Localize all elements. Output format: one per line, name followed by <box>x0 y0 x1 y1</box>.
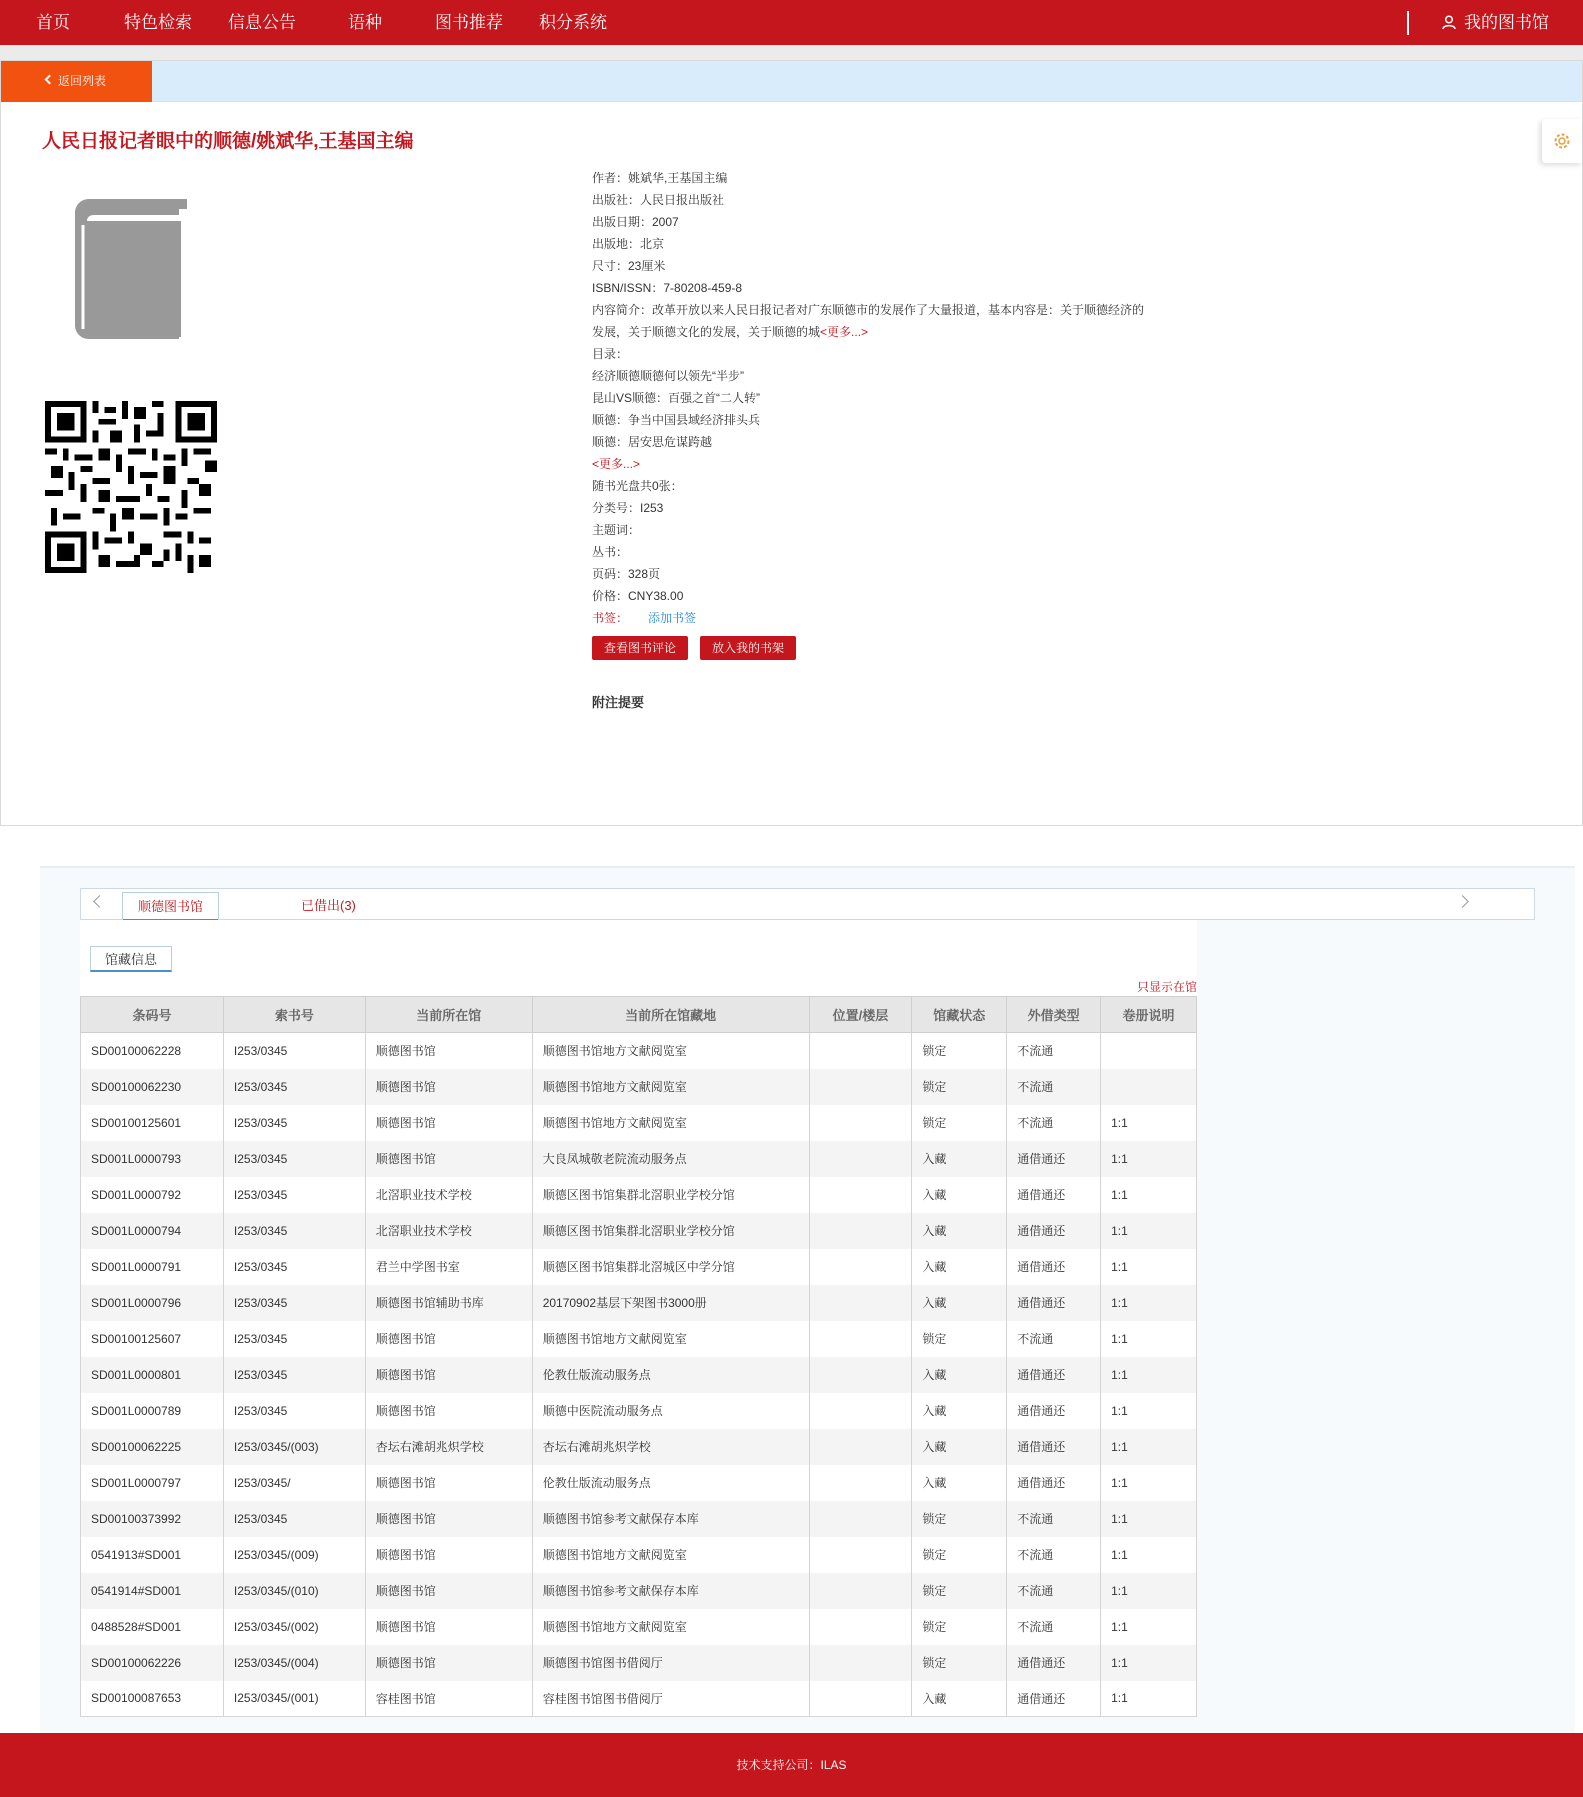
status-cell: 入藏 <box>912 1465 1007 1501</box>
floor-cell <box>809 1213 912 1249</box>
my-library-label: 我的图书馆 <box>1464 13 1549 32</box>
library-cell: 容桂图书馆 <box>365 1681 532 1717</box>
status-cell: 入藏 <box>912 1249 1007 1285</box>
meta-bookmark <box>592 607 1152 629</box>
floor-cell <box>809 1285 912 1321</box>
meta-price: 价格：CNY38.00 <box>592 589 684 603</box>
floor-cell <box>809 1033 912 1069</box>
column-header: 馆藏状态 <box>912 997 1007 1033</box>
location-cell: 顺德区图书馆集群北滘职业学校分馆 <box>532 1177 809 1213</box>
table-row <box>81 1609 1197 1645</box>
nav-item-recommendations[interactable]: 图书推荐 <box>435 13 503 32</box>
status-cell: 入藏 <box>912 1393 1007 1429</box>
status-cell: 入藏 <box>912 1681 1007 1717</box>
library-cell: 顺德图书馆 <box>365 1393 532 1429</box>
library-cell: 顺德图书馆 <box>365 1573 532 1609</box>
call-number-cell: I253/0345 <box>223 1105 365 1141</box>
meta-pages: 页码：328页 <box>592 567 661 581</box>
status-cell: 入藏 <box>912 1429 1007 1465</box>
status-cell: 锁定 <box>912 1537 1007 1573</box>
toc-item: 顺德：居安思危谋跨越 <box>592 435 713 449</box>
tab-holdings-info[interactable]: 馆藏信息 <box>90 946 172 972</box>
meta-series: 丛书： <box>592 545 629 559</box>
loan-type-cell: 不流通 <box>1007 1069 1101 1105</box>
meta-publisher: 出版社：人民日报出版社 <box>592 193 725 207</box>
table-row <box>81 1213 1197 1249</box>
barcode-cell: SD00100062228 <box>81 1033 224 1069</box>
library-cell: 顺德图书馆 <box>365 1105 532 1141</box>
add-bookmark-link[interactable]: 添加书签 <box>648 611 697 625</box>
only-in-library-filter[interactable]: 只显示在馆 <box>1136 980 1197 994</box>
loan-type-cell: 通借通还 <box>1007 1465 1101 1501</box>
table-row <box>81 1501 1197 1537</box>
call-number-cell: I253/0345/(003) <box>223 1429 365 1465</box>
column-header: 位置/楼层 <box>809 997 912 1033</box>
barcode-cell: 0541914#SD001 <box>81 1573 224 1609</box>
barcode-cell: SD001L0000794 <box>81 1213 224 1249</box>
barcode-cell: SD00100062230 <box>81 1069 224 1105</box>
nav-divider <box>1407 11 1409 35</box>
call-number-cell: I253/0345 <box>223 1357 365 1393</box>
location-cell: 顺德图书馆地方文献阅览室 <box>532 1069 809 1105</box>
library-cell: 君兰中学图书室 <box>365 1249 532 1285</box>
barcode-cell: 0488528#SD001 <box>81 1609 224 1645</box>
loan-type-cell: 不流通 <box>1007 1537 1101 1573</box>
floor-cell <box>809 1501 912 1537</box>
call-number-cell: I253/0345/(009) <box>223 1537 365 1573</box>
call-number-cell: I253/0345 <box>223 1033 365 1069</box>
floor-cell <box>809 1429 912 1465</box>
location-cell: 顺德中医院流动服务点 <box>532 1393 809 1429</box>
book-title: 人民日报记者眼中的顺德/姚斌华,王基国主编 <box>42 131 414 152</box>
floor-cell <box>809 1357 912 1393</box>
loan-type-cell: 通借通还 <box>1007 1357 1101 1393</box>
status-cell: 锁定 <box>912 1609 1007 1645</box>
call-number-cell: I253/0345 <box>223 1393 365 1429</box>
library-cell: 杏坛右滩胡兆炽学校 <box>365 1429 532 1465</box>
library-tab-strip <box>80 888 1535 920</box>
volume-cell: 1:1 <box>1101 1393 1197 1429</box>
floor-cell <box>809 1249 912 1285</box>
nav-item-home[interactable]: 首页 <box>36 13 70 32</box>
barcode-cell: SD001L0000793 <box>81 1141 224 1177</box>
location-cell: 伦教仕版流动服务点 <box>532 1357 809 1393</box>
volume-cell: 1:1 <box>1101 1681 1197 1717</box>
top-nav <box>0 0 1583 45</box>
loan-type-cell: 不流通 <box>1007 1501 1101 1537</box>
floor-cell <box>809 1681 912 1717</box>
volume-cell: 1:1 <box>1101 1249 1197 1285</box>
meta-summary <box>592 299 1152 343</box>
location-cell: 20170902基层下架图书3000册 <box>532 1285 809 1321</box>
floor-cell <box>809 1321 912 1357</box>
floor-cell <box>809 1573 912 1609</box>
chevron-left-icon <box>45 75 55 85</box>
table-row <box>81 1681 1197 1717</box>
call-number-cell: I253/0345/(010) <box>223 1573 365 1609</box>
library-cell: 顺德图书馆 <box>365 1609 532 1645</box>
floor-cell <box>809 1645 912 1681</box>
gear-icon <box>1552 131 1572 151</box>
call-number-cell: I253/0345/(001) <box>223 1681 365 1717</box>
meta-pub-place: 出版地：北京 <box>592 237 665 251</box>
settings-button[interactable] <box>1542 119 1582 163</box>
user-icon <box>1442 15 1456 30</box>
table-row <box>81 1465 1197 1501</box>
table-row <box>81 1069 1197 1105</box>
location-cell: 顺德区图书馆集群北滘职业学校分馆 <box>532 1213 809 1249</box>
call-number-cell: I253/0345/(004) <box>223 1645 365 1681</box>
meta-size: 尺寸：23厘米 <box>592 259 666 273</box>
table-row <box>81 1573 1197 1609</box>
nav-item-special-search[interactable]: 特色检索 <box>124 13 192 32</box>
volume-cell: 1:1 <box>1101 1105 1197 1141</box>
status-cell: 入藏 <box>912 1285 1007 1321</box>
meta-pub-date: 出版日期：2007 <box>592 215 679 229</box>
barcode-cell: 0541913#SD001 <box>81 1537 224 1573</box>
location-cell: 伦教仕版流动服务点 <box>532 1465 809 1501</box>
toc-item: 经济顺德顺德何以领先“半步” <box>592 369 744 383</box>
table-row <box>81 1321 1197 1357</box>
loan-type-cell: 通借通还 <box>1007 1213 1101 1249</box>
call-number-cell: I253/0345 <box>223 1501 365 1537</box>
call-number-cell: I253/0345 <box>223 1249 365 1285</box>
view-reviews-button[interactable]: 查看图书评论 <box>592 636 688 660</box>
volume-cell: 1:1 <box>1101 1321 1197 1357</box>
status-cell: 锁定 <box>912 1321 1007 1357</box>
location-cell: 顺德图书馆地方文献阅览室 <box>532 1609 809 1645</box>
holdings-section <box>40 866 1575 1733</box>
volume-cell: 1:1 <box>1101 1645 1197 1681</box>
summary-more-link[interactable]: <更多...> <box>820 325 869 339</box>
meta-toc-label: 目录： <box>592 347 629 361</box>
floor-cell <box>809 1393 912 1429</box>
call-number-cell: I253/0345 <box>223 1321 365 1357</box>
meta-disc: 随书光盘共0张： <box>592 479 683 493</box>
loan-type-cell: 不流通 <box>1007 1609 1101 1645</box>
location-cell: 顺德图书馆图书借阅厅 <box>532 1645 809 1681</box>
column-header: 卷册说明 <box>1101 997 1197 1033</box>
library-cell: 北滘职业技术学校 <box>365 1213 532 1249</box>
loan-type-cell: 通借通还 <box>1007 1645 1101 1681</box>
volume-cell: 1:1 <box>1101 1285 1197 1321</box>
library-cell: 顺德图书馆 <box>365 1069 532 1105</box>
location-cell: 顺德图书馆参考文献保存本库 <box>532 1501 809 1537</box>
back-bar <box>1 61 1582 102</box>
tab-shunde-library[interactable]: 顺德图书馆 <box>122 892 219 919</box>
barcode-cell: SD00100125607 <box>81 1321 224 1357</box>
toc-more-link[interactable]: <更多...> <box>592 457 641 471</box>
location-cell: 容桂图书馆图书借阅厅 <box>532 1681 809 1717</box>
volume-cell <box>1101 1069 1197 1105</box>
chevron-right-icon[interactable] <box>1456 895 1469 908</box>
call-number-cell: I253/0345 <box>223 1141 365 1177</box>
location-cell: 顺德图书馆参考文献保存本库 <box>532 1573 809 1609</box>
meta-class-number: 分类号：I253 <box>592 501 664 515</box>
book-detail-panel <box>0 60 1583 826</box>
library-cell: 顺德图书馆 <box>365 1141 532 1177</box>
back-to-list-button[interactable] <box>1 61 152 102</box>
barcode-cell: SD001L0000792 <box>81 1177 224 1213</box>
floor-cell <box>809 1537 912 1573</box>
volume-cell: 1:1 <box>1101 1537 1197 1573</box>
barcode-cell: SD001L0000801 <box>81 1357 224 1393</box>
volume-cell: 1:1 <box>1101 1573 1197 1609</box>
library-cell: 顺德图书馆 <box>365 1033 532 1069</box>
library-cell: 顺德图书馆 <box>365 1465 532 1501</box>
volume-cell: 1:1 <box>1101 1465 1197 1501</box>
table-row <box>81 1177 1197 1213</box>
bookmark-label: 书签： <box>592 611 629 625</box>
chevron-left-icon[interactable] <box>93 895 106 908</box>
barcode-cell: SD001L0000791 <box>81 1249 224 1285</box>
barcode-cell: SD00100062226 <box>81 1645 224 1681</box>
floor-cell <box>809 1141 912 1177</box>
status-cell: 锁定 <box>912 1033 1007 1069</box>
volume-cell: 1:1 <box>1101 1429 1197 1465</box>
call-number-cell: I253/0345 <box>223 1069 365 1105</box>
table-row <box>81 1249 1197 1285</box>
column-header: 条码号 <box>81 997 224 1033</box>
location-cell: 顺德区图书馆集群北滘城区中学分馆 <box>532 1249 809 1285</box>
library-cell: 顺德图书馆 <box>365 1645 532 1681</box>
loan-type-cell: 不流通 <box>1007 1105 1101 1141</box>
floor-cell <box>809 1465 912 1501</box>
location-cell: 顺德图书馆地方文献阅览室 <box>532 1105 809 1141</box>
library-cell: 顺德图书馆 <box>365 1537 532 1573</box>
call-number-cell: I253/0345 <box>223 1213 365 1249</box>
location-cell: 顺德图书馆地方文献阅览室 <box>532 1537 809 1573</box>
location-cell: 大良凤城敬老院流动服务点 <box>532 1141 809 1177</box>
volume-cell: 1:1 <box>1101 1177 1197 1213</box>
status-cell: 入藏 <box>912 1177 1007 1213</box>
volume-cell: 1:1 <box>1101 1609 1197 1645</box>
floor-cell <box>809 1177 912 1213</box>
location-cell: 顺德图书馆地方文献阅览室 <box>532 1321 809 1357</box>
table-row <box>81 1357 1197 1393</box>
floor-cell <box>809 1069 912 1105</box>
table-row <box>81 1429 1197 1465</box>
book-metadata <box>592 167 1152 629</box>
library-cell: 顺德图书馆 <box>365 1357 532 1393</box>
loan-type-cell: 通借通还 <box>1007 1141 1101 1177</box>
table-row <box>81 1285 1197 1321</box>
barcode-cell: SD00100373992 <box>81 1501 224 1537</box>
call-number-cell: I253/0345 <box>223 1285 365 1321</box>
summary-text: 内容简介：改革开放以来人民日报记者对广东顺德市的发展作了大量报道，基本内容是：关于顺德经济的发展，关于顺德文化的发展，关于顺德的城 <box>592 303 1145 339</box>
table-row <box>81 1645 1197 1681</box>
holdings-table-area <box>80 920 1197 1717</box>
nav-spacer <box>0 45 1583 60</box>
library-cell: 顺德图书馆辅助书库 <box>365 1285 532 1321</box>
status-cell: 锁定 <box>912 1645 1007 1681</box>
meta-isbn: ISBN/ISSN：7-80208-459-8 <box>592 281 743 295</box>
loan-type-cell: 不流通 <box>1007 1321 1101 1357</box>
add-to-shelf-button[interactable]: 放入我的书架 <box>700 636 796 660</box>
footer: 技术支持公司：ILAS <box>0 1733 1583 1797</box>
status-cell: 锁定 <box>912 1501 1007 1537</box>
barcode-cell: SD001L0000789 <box>81 1393 224 1429</box>
loan-type-cell: 不流通 <box>1007 1573 1101 1609</box>
table-row <box>81 1105 1197 1141</box>
nav-item-points-system[interactable]: 积分系统 <box>539 13 607 32</box>
nav-item-announcements[interactable]: 信息公告 <box>228 13 296 32</box>
qr-code <box>45 401 217 573</box>
status-cell: 锁定 <box>912 1573 1007 1609</box>
barcode-cell: SD00100087653 <box>81 1681 224 1717</box>
barcode-cell: SD00100125601 <box>81 1105 224 1141</box>
meta-subject: 主题词： <box>592 523 641 537</box>
meta-author: 作者：姚斌华,王基国主编 <box>592 171 728 185</box>
toc-item: 昆山VS顺德：百强之首“二人转” <box>592 391 761 405</box>
volume-cell: 1:1 <box>1101 1213 1197 1249</box>
library-cell: 北滘职业技术学校 <box>365 1177 532 1213</box>
loan-type-cell: 通借通还 <box>1007 1177 1101 1213</box>
table-header-row <box>81 997 1197 1033</box>
location-cell: 杏坛右滩胡兆炽学校 <box>532 1429 809 1465</box>
back-to-list-label: 返回列表 <box>58 74 107 88</box>
tab-borrowed[interactable]: 已借出(3) <box>301 898 356 913</box>
loan-type-cell: 通借通还 <box>1007 1429 1101 1465</box>
table-row <box>81 1141 1197 1177</box>
column-header: 当前所在馆 <box>365 997 532 1033</box>
loan-type-cell: 通借通还 <box>1007 1393 1101 1429</box>
loan-type-cell: 通借通还 <box>1007 1285 1101 1321</box>
loan-type-cell: 通借通还 <box>1007 1681 1101 1717</box>
notes-heading: 附注提要 <box>592 695 645 710</box>
nav-item-languages[interactable]: 语种 <box>348 13 382 32</box>
column-header: 外借类型 <box>1007 997 1101 1033</box>
status-cell: 入藏 <box>912 1141 1007 1177</box>
call-number-cell: I253/0345 <box>223 1177 365 1213</box>
toc-item: 顺德：争当中国县域经济排头兵 <box>592 413 761 427</box>
status-cell: 入藏 <box>912 1213 1007 1249</box>
barcode-cell: SD001L0000796 <box>81 1285 224 1321</box>
location-cell: 顺德图书馆地方文献阅览室 <box>532 1033 809 1069</box>
book-cover-icon <box>75 199 187 339</box>
table-row <box>81 1393 1197 1429</box>
floor-cell <box>809 1609 912 1645</box>
status-cell: 锁定 <box>912 1069 1007 1105</box>
barcode-cell: SD001L0000797 <box>81 1465 224 1501</box>
volume-cell: 1:1 <box>1101 1357 1197 1393</box>
loan-type-cell: 不流通 <box>1007 1033 1101 1069</box>
status-cell: 锁定 <box>912 1105 1007 1141</box>
floor-cell <box>809 1105 912 1141</box>
loan-type-cell: 通借通还 <box>1007 1249 1101 1285</box>
library-cell: 顺德图书馆 <box>365 1501 532 1537</box>
column-header: 索书号 <box>223 997 365 1033</box>
column-header: 当前所在馆藏地 <box>532 997 809 1033</box>
call-number-cell: I253/0345/ <box>223 1465 365 1501</box>
holdings-table <box>80 996 1197 1717</box>
volume-cell: 1:1 <box>1101 1501 1197 1537</box>
library-cell: 顺德图书馆 <box>365 1321 532 1357</box>
my-library-link[interactable] <box>1442 0 1549 45</box>
volume-cell <box>1101 1033 1197 1069</box>
volume-cell: 1:1 <box>1101 1141 1197 1177</box>
barcode-cell: SD00100062225 <box>81 1429 224 1465</box>
call-number-cell: I253/0345/(002) <box>223 1609 365 1645</box>
table-row <box>81 1537 1197 1573</box>
table-row <box>81 1033 1197 1069</box>
status-cell: 入藏 <box>912 1357 1007 1393</box>
